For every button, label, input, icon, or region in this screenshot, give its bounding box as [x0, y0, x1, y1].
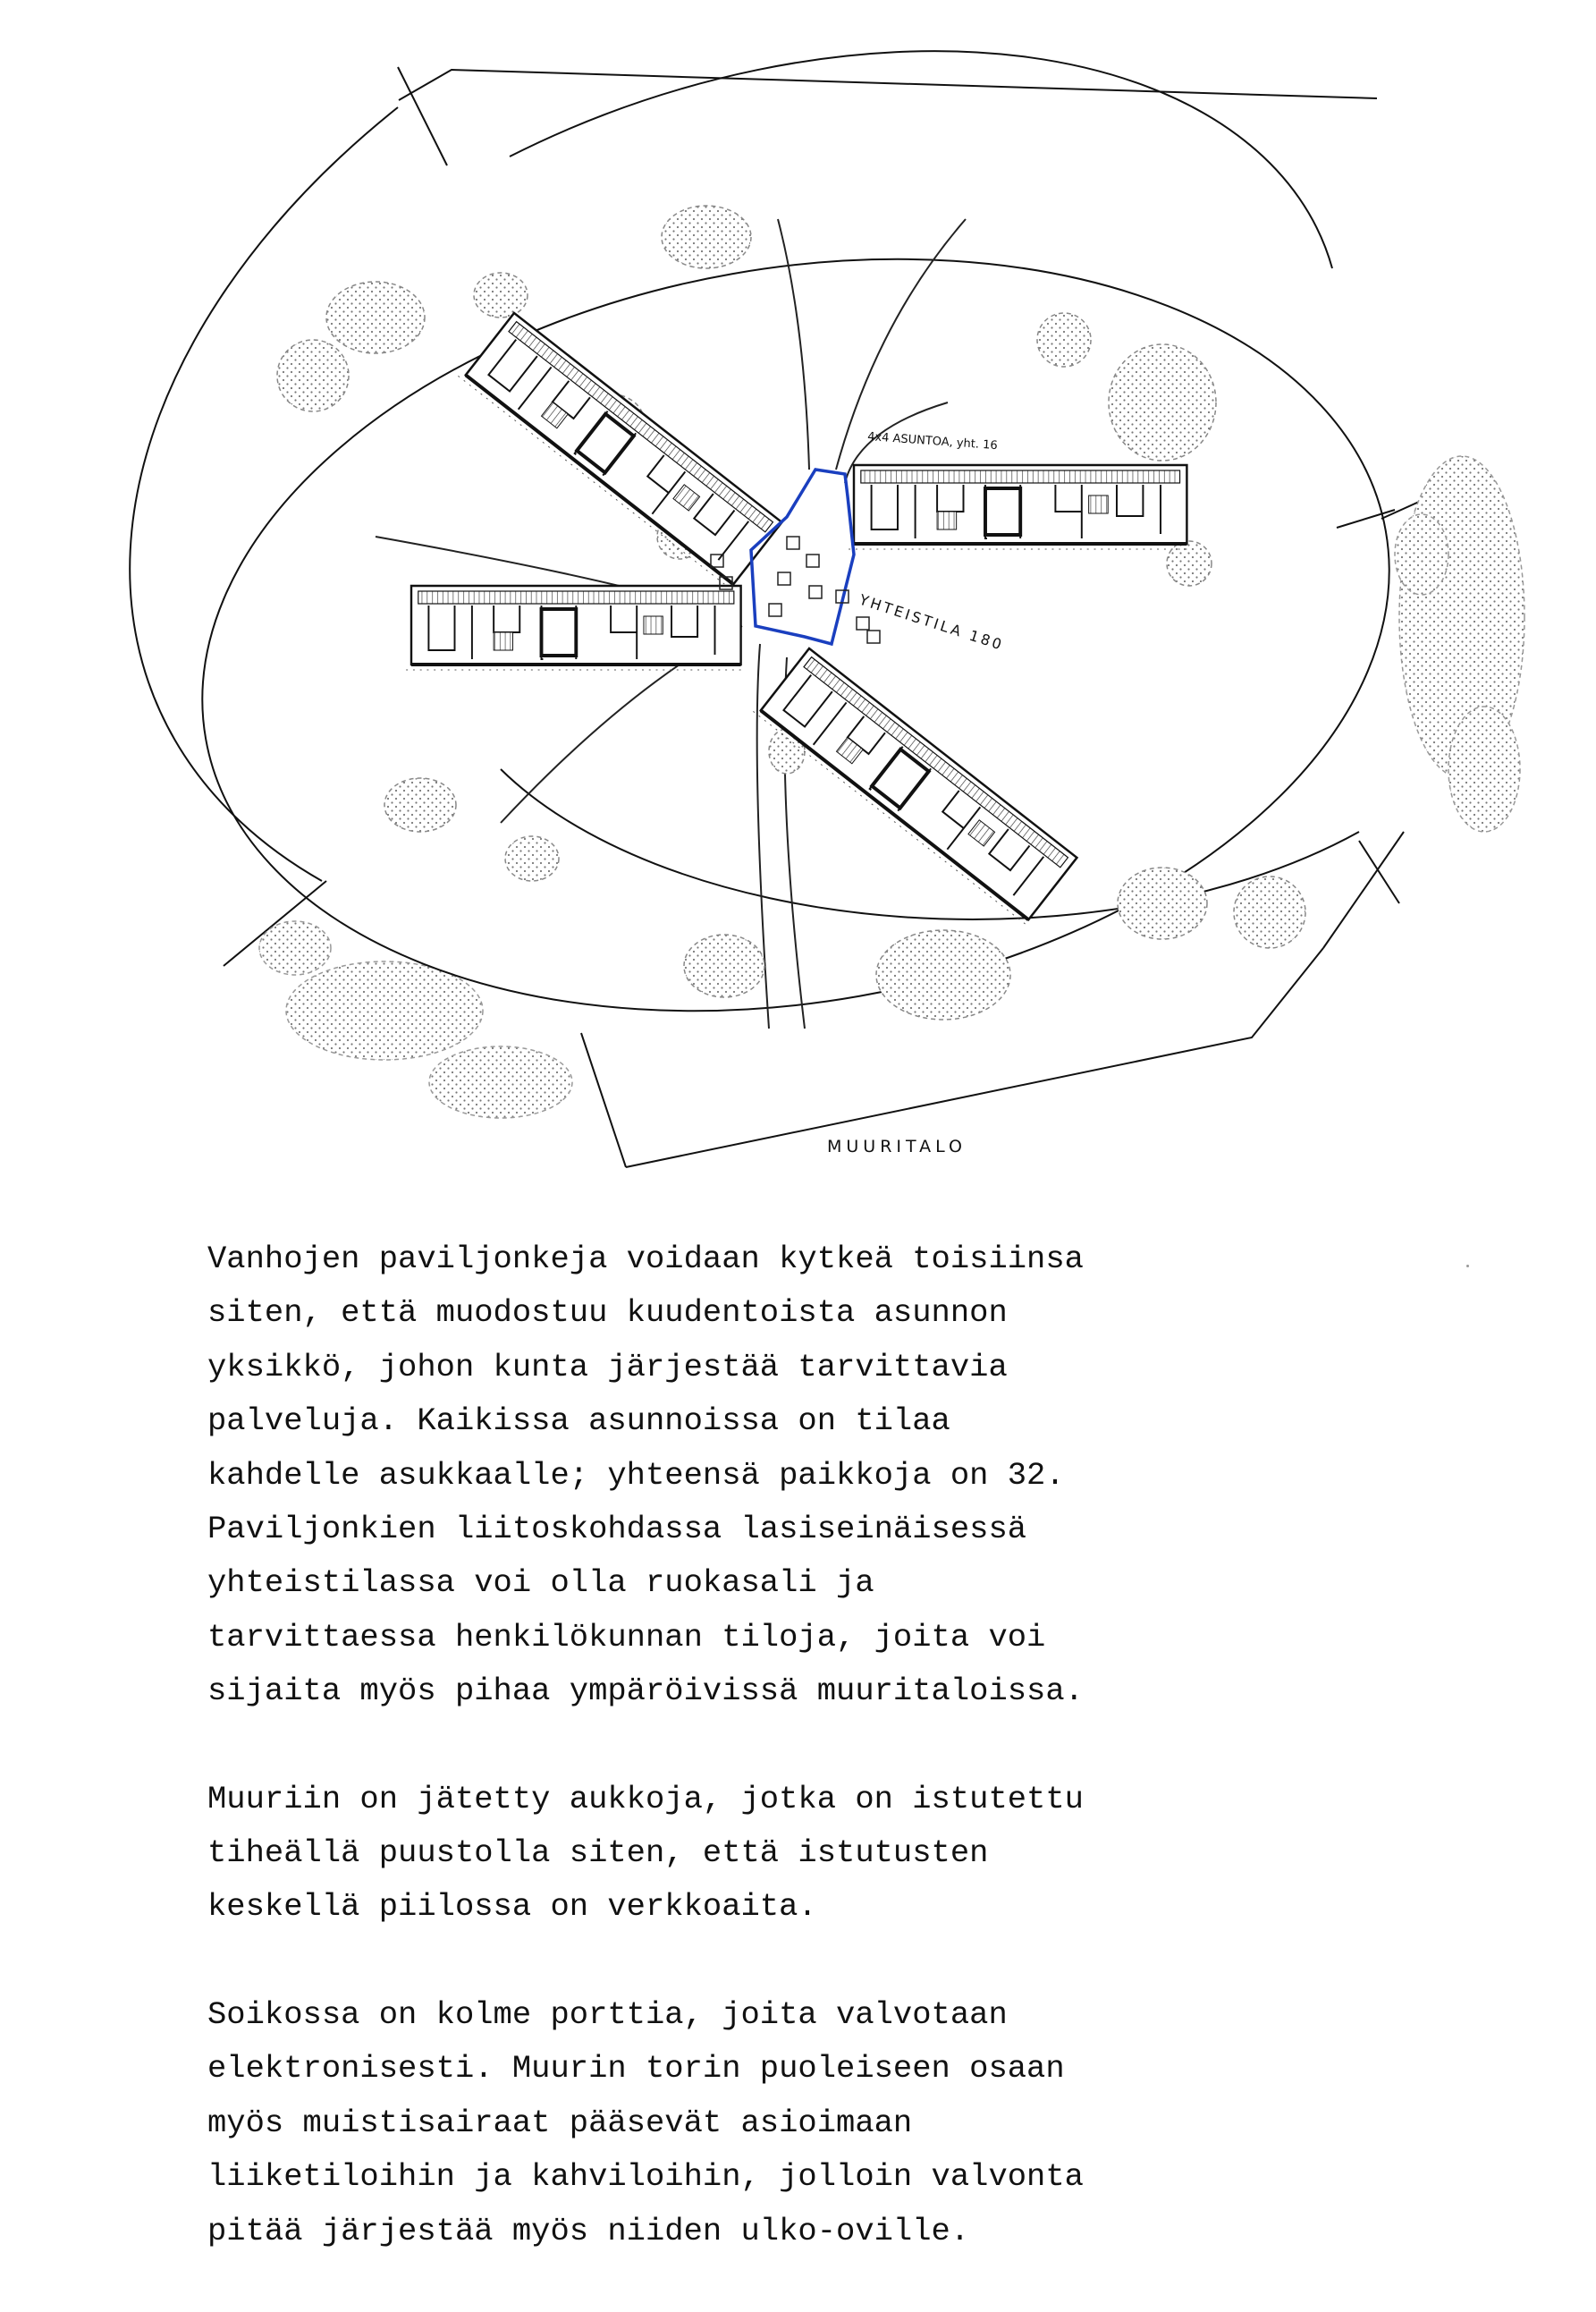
planted-opening-east — [1395, 456, 1524, 832]
wall-house-label: MUURITALO — [827, 1137, 967, 1156]
pavilion-southeast — [753, 645, 1081, 927]
common-space-label: YHTEISTILA 180 — [857, 590, 1007, 654]
pavilion-west — [406, 586, 746, 670]
units-label: 4x4 ASUNTOA, yht. 16 — [866, 430, 999, 453]
paragraph-wall-openings: Muuriin on jätetty aukkoja, jotka on istutettu tiheällä puustolla siten, että istutusten keskellä piilossa on verkkoaita. — [207, 1780, 1084, 1926]
pavilion-northwest — [458, 309, 786, 591]
pavilion-east — [849, 465, 1192, 549]
paragraph-gates: Soikossa on kolme porttia, joita valvotaan elektronisesti. Muurin torin puoleiseen osaan myös muistisairaat pääsevät asioimaan liiketiloihin ja kahviloihin, jolloin valvonta pitää järjestää myös niiden ulko-oville. — [207, 1995, 1084, 2249]
stray-dot — [1466, 1265, 1469, 1267]
common-space-outline — [751, 470, 854, 644]
paragraph-pavilions: Vanhojen paviljonkeja voidaan kytkeä toisiinsa siten, että muodostuu kuudentoista asunnon yksikkö, johon kunta järjestää tarvittavia palveluja. Kaikissa asunnoissa on tilaa kahdelle asukkaalle; yhteensä paikkoja on 32. Paviljonkien liitoskohdassa lasiseinäisessä yhteistilassa voi olla ruokasali ja tarvittaessa henkilökunnan tiloja, joita voi sijaita myös pihaa ympäröivissä muuritaloissa. — [207, 1241, 1084, 1710]
planted-opening-southwest — [259, 921, 572, 1118]
description-text — [207, 1232, 1459, 2312]
